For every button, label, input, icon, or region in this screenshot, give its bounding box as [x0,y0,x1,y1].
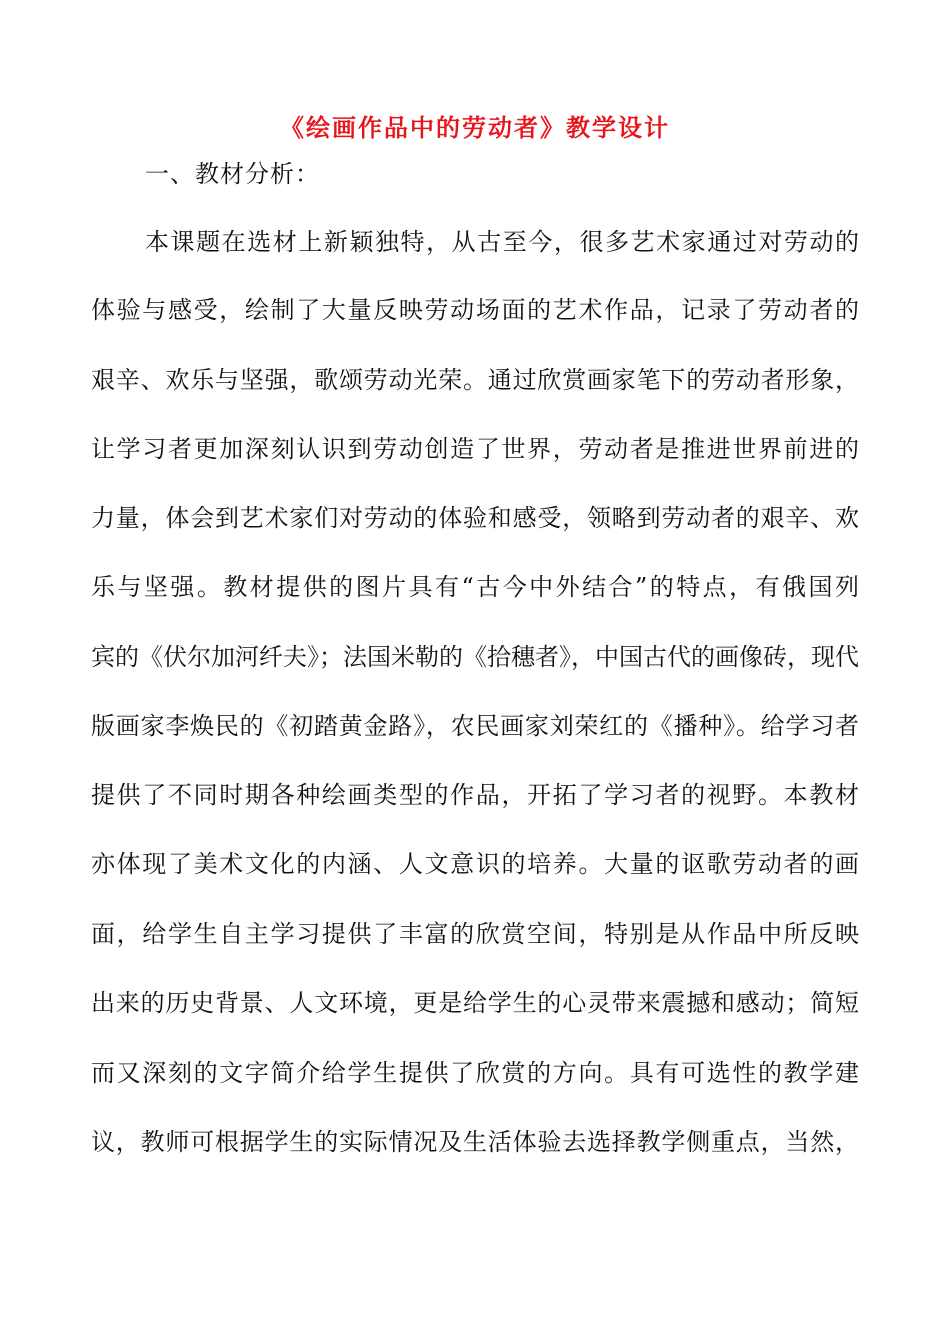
paragraph-line: 提供了不同时期各种绘画类型的作品，开拓了学习者的视野。本教材 [91,781,859,809]
paragraph-line: 本课题在选材上新颖独特，从古至今，很多艺术家通过对劳动的 [145,228,859,256]
paragraph-line: 议，教师可根据学生的实际情况及生活体验去选择教学侧重点，当然， [91,1128,859,1156]
paragraph-line: 而又深刻的文字简介给学生提供了欣赏的方向。具有可选性的教学建 [91,1059,859,1087]
paragraph-line: 艰辛、欢乐与坚强，歌颂劳动光荣。通过欣赏画家笔下的劳动者形象， [91,366,859,394]
paragraph-line: 乐与坚强。教材提供的图片具有“古今中外结合”的特点，有俄国列 [91,573,859,601]
paragraph-line: 出来的历史背景、人文环境，更是给学生的心灵带来震撼和感动；简短 [91,989,859,1017]
paragraph-line: 让学习者更加深刻认识到劳动创造了世界，劳动者是推进世界前进的 [91,435,859,463]
paragraph-line: 体验与感受，绘制了大量反映劳动场面的艺术作品，记录了劳动者的 [91,296,859,324]
paragraph-line: 亦体现了美术文化的内涵、人文意识的培养。大量的讴歌劳动者的画 [91,850,859,878]
section-heading: 一、教材分析： [145,160,320,188]
paragraph-line: 版画家李焕民的《初踏黄金路》，农民画家刘荣红的《播种》。给学习者 [91,712,859,740]
paragraph-line: 力量，体会到艺术家们对劳动的体验和感受，领略到劳动者的艰辛、欢 [91,504,859,532]
paragraph-line: 宾的《伏尔加河纤夫》；法国米勒的《拾穗者》，中国古代的画像砖，现代 [91,643,859,671]
document-title: 《绘画作品中的劳动者》教学设计 [280,113,670,142]
paragraph-line: 面，给学生自主学习提供了丰富的欣赏空间，特别是从作品中所反映 [91,920,859,948]
